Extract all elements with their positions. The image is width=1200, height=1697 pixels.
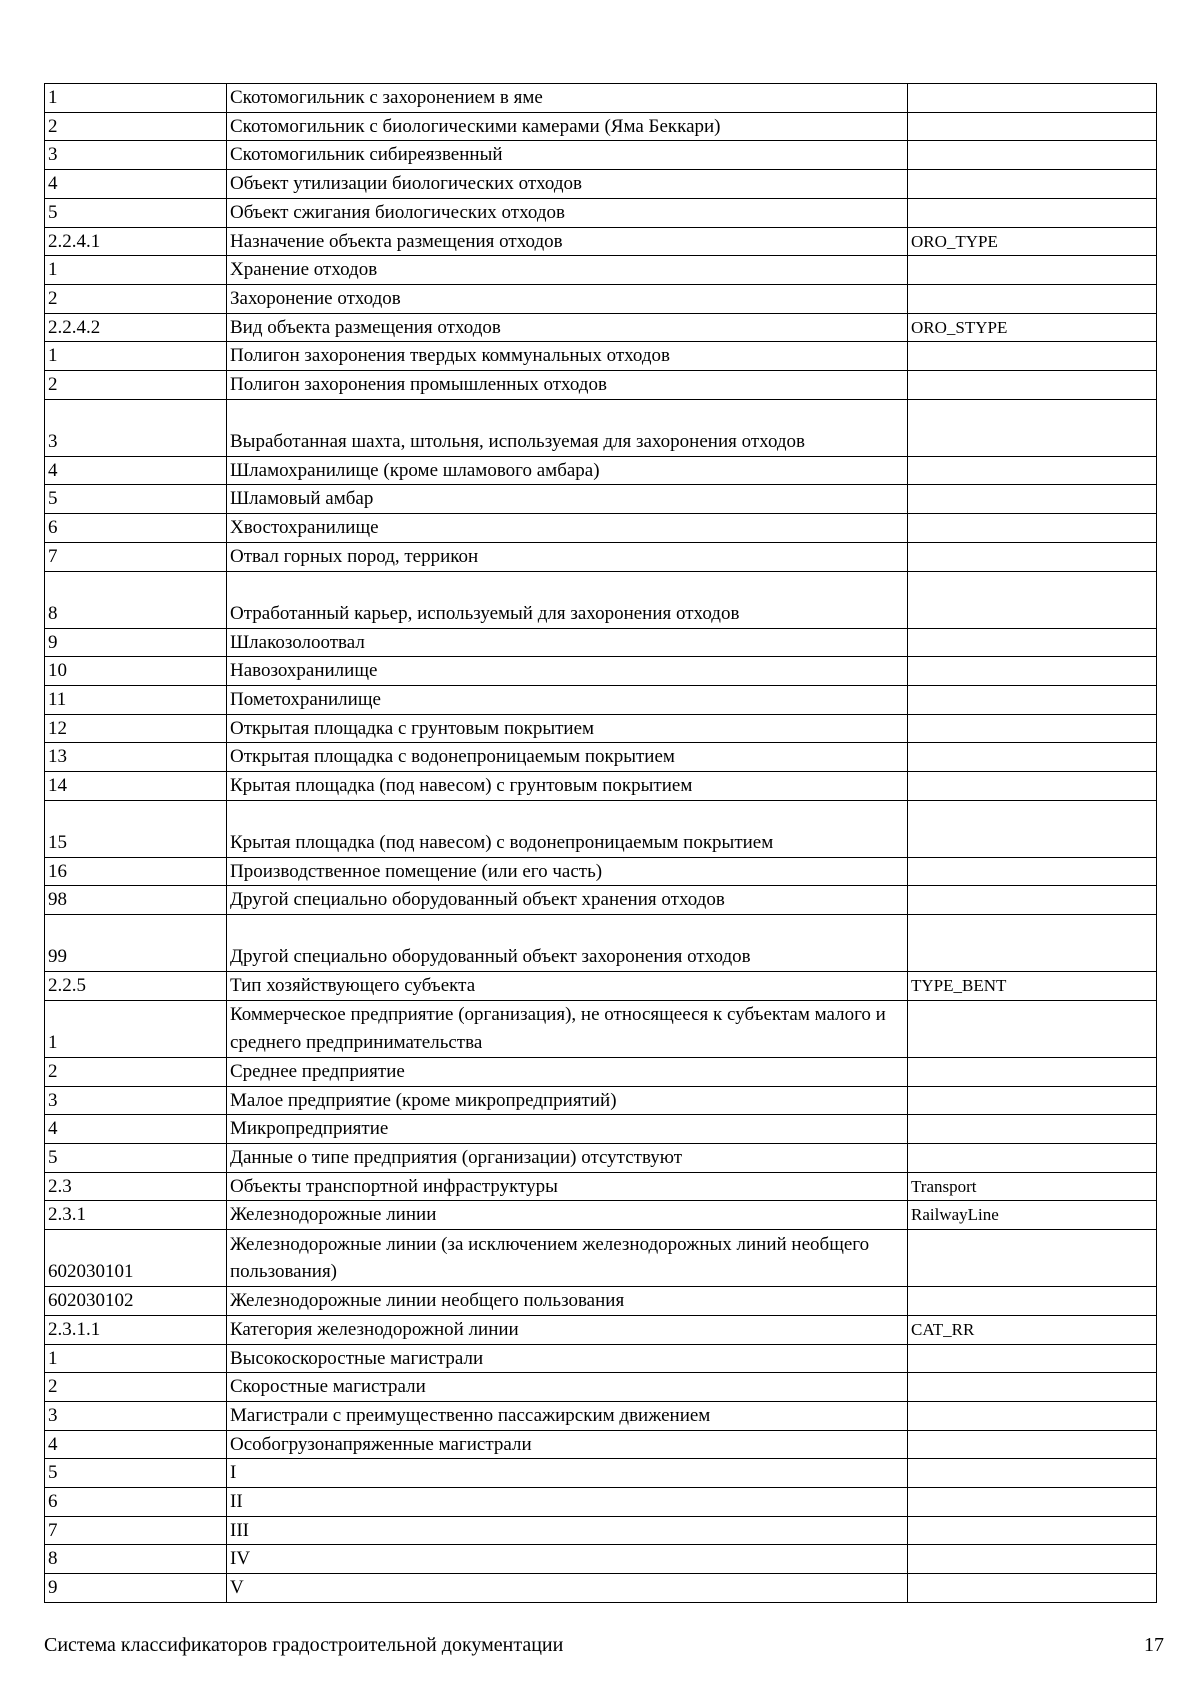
code-cell: 2 bbox=[45, 1057, 227, 1086]
name-cell: Полигон захоронения промышленных отходов bbox=[227, 371, 908, 400]
code-cell: 8 bbox=[45, 571, 227, 628]
code-cell: 16 bbox=[45, 857, 227, 886]
table-row bbox=[45, 915, 1157, 972]
code-cell: 2 bbox=[45, 112, 227, 141]
code-cell: 1 bbox=[45, 342, 227, 371]
name-cell: Другой специально оборудованный объект хранения отходов bbox=[227, 886, 908, 915]
name-cell: Микропредприятие bbox=[227, 1115, 908, 1144]
attribute-cell bbox=[908, 112, 1157, 141]
code-cell: 5 bbox=[45, 1459, 227, 1488]
name-cell: Объекты транспортной инфраструктуры bbox=[227, 1172, 908, 1201]
attribute-cell bbox=[908, 1488, 1157, 1517]
name-cell: Полигон захоронения твердых коммунальных отходов bbox=[227, 342, 908, 371]
name-cell: Скотомогильник с биологическими камерами (Яма Беккари) bbox=[227, 112, 908, 141]
name-cell: Хранение отходов bbox=[227, 256, 908, 285]
code-cell: 99 bbox=[45, 915, 227, 972]
name-cell: Захоронение отходов bbox=[227, 284, 908, 313]
name-cell: Шламовый амбар bbox=[227, 485, 908, 514]
table-row bbox=[45, 542, 1157, 571]
code-cell: 1 bbox=[45, 1344, 227, 1373]
code-cell: 98 bbox=[45, 886, 227, 915]
table-row bbox=[45, 456, 1157, 485]
name-cell: IV bbox=[227, 1545, 908, 1574]
code-cell: 7 bbox=[45, 542, 227, 571]
attribute-cell bbox=[908, 170, 1157, 199]
table-row bbox=[45, 743, 1157, 772]
attribute-cell bbox=[908, 714, 1157, 743]
code-cell: 2.2.4.2 bbox=[45, 313, 227, 342]
table-row bbox=[45, 972, 1157, 1001]
name-cell: Среднее предприятие bbox=[227, 1057, 908, 1086]
name-cell: Открытая площадка с грунтовым покрытием bbox=[227, 714, 908, 743]
name-cell: Назначение объекта размещения отходов bbox=[227, 227, 908, 256]
table-row bbox=[45, 1315, 1157, 1344]
name-cell: Шламохранилище (кроме шламового амбара) bbox=[227, 456, 908, 485]
table-row bbox=[45, 714, 1157, 743]
attribute-cell bbox=[908, 1057, 1157, 1086]
name-cell: Отвал горных пород, террикон bbox=[227, 542, 908, 571]
name-cell: Высокоскоростные магистрали bbox=[227, 1344, 908, 1373]
attribute-cell bbox=[908, 1287, 1157, 1316]
attribute-cell bbox=[908, 256, 1157, 285]
attribute-cell bbox=[908, 571, 1157, 628]
table-row bbox=[45, 112, 1157, 141]
table-row bbox=[45, 256, 1157, 285]
table-row bbox=[45, 1488, 1157, 1517]
name-cell: Навозохранилище bbox=[227, 657, 908, 686]
name-cell: Железнодорожные линии (за исключением железнодорожных линий необщего пользования) bbox=[227, 1230, 908, 1287]
code-cell: 4 bbox=[45, 170, 227, 199]
code-cell: 3 bbox=[45, 141, 227, 170]
attribute-cell bbox=[908, 886, 1157, 915]
code-cell: 2 bbox=[45, 371, 227, 400]
attribute-cell bbox=[908, 371, 1157, 400]
name-cell: Данные о типе предприятия (организации) отсутствуют bbox=[227, 1143, 908, 1172]
code-cell: 602030102 bbox=[45, 1287, 227, 1316]
code-cell: 2 bbox=[45, 1373, 227, 1402]
code-cell: 5 bbox=[45, 1143, 227, 1172]
table-row bbox=[45, 628, 1157, 657]
table-row bbox=[45, 485, 1157, 514]
attribute-cell bbox=[908, 915, 1157, 972]
code-cell: 8 bbox=[45, 1545, 227, 1574]
name-cell: Объект утилизации биологических отходов bbox=[227, 170, 908, 199]
table-row bbox=[45, 399, 1157, 456]
code-cell: 2.3 bbox=[45, 1172, 227, 1201]
code-cell: 11 bbox=[45, 685, 227, 714]
name-cell: Категория железнодорожной линии bbox=[227, 1315, 908, 1344]
attribute-cell bbox=[908, 542, 1157, 571]
table-row bbox=[45, 1373, 1157, 1402]
attribute-cell: ORO_STYPE bbox=[908, 313, 1157, 342]
table-row bbox=[45, 1115, 1157, 1144]
name-cell: Другой специально оборудованный объект захоронения отходов bbox=[227, 915, 908, 972]
code-cell: 6 bbox=[45, 1488, 227, 1517]
name-cell: Открытая площадка с водонепроницаемым покрытием bbox=[227, 743, 908, 772]
attribute-cell bbox=[908, 1516, 1157, 1545]
name-cell: Крытая площадка (под навесом) с грунтовым покрытием bbox=[227, 772, 908, 801]
code-cell: 2.2.5 bbox=[45, 972, 227, 1001]
table-row bbox=[45, 84, 1157, 113]
attribute-cell bbox=[908, 485, 1157, 514]
attribute-cell bbox=[908, 685, 1157, 714]
code-cell: 2.2.4.1 bbox=[45, 227, 227, 256]
table-row bbox=[45, 1287, 1157, 1316]
table-row bbox=[45, 1086, 1157, 1115]
attribute-cell bbox=[908, 857, 1157, 886]
name-cell: V bbox=[227, 1574, 908, 1603]
attribute-cell bbox=[908, 1574, 1157, 1603]
code-cell: 2 bbox=[45, 284, 227, 313]
code-cell: 4 bbox=[45, 1115, 227, 1144]
attribute-cell: ORO_TYPE bbox=[908, 227, 1157, 256]
attribute-cell: RailwayLine bbox=[908, 1201, 1157, 1230]
attribute-cell bbox=[908, 1086, 1157, 1115]
code-cell: 6 bbox=[45, 514, 227, 543]
table-row bbox=[45, 227, 1157, 256]
table-row bbox=[45, 657, 1157, 686]
name-cell: Выработанная шахта, штольня, используемая для захоронения отходов bbox=[227, 399, 908, 456]
attribute-cell bbox=[908, 800, 1157, 857]
table-row bbox=[45, 1344, 1157, 1373]
table-row bbox=[45, 170, 1157, 199]
attribute-cell bbox=[908, 1344, 1157, 1373]
attribute-cell bbox=[908, 1373, 1157, 1402]
attribute-cell bbox=[908, 772, 1157, 801]
code-cell: 10 bbox=[45, 657, 227, 686]
table-row bbox=[45, 198, 1157, 227]
table-row bbox=[45, 514, 1157, 543]
name-cell: I bbox=[227, 1459, 908, 1488]
table-row bbox=[45, 1459, 1157, 1488]
classifier-table-body bbox=[45, 84, 1157, 1603]
attribute-cell bbox=[908, 84, 1157, 113]
table-row bbox=[45, 1230, 1157, 1287]
attribute-cell bbox=[908, 399, 1157, 456]
table-row bbox=[45, 313, 1157, 342]
name-cell: Хвостохранилище bbox=[227, 514, 908, 543]
code-cell: 3 bbox=[45, 1401, 227, 1430]
table-row bbox=[45, 1143, 1157, 1172]
name-cell: Пометохранилище bbox=[227, 685, 908, 714]
table-row bbox=[45, 1000, 1157, 1057]
table-row bbox=[45, 1401, 1157, 1430]
code-cell: 15 bbox=[45, 800, 227, 857]
name-cell: Особогрузонапряженные магистрали bbox=[227, 1430, 908, 1459]
code-cell: 4 bbox=[45, 456, 227, 485]
footer-document-title: Система классификаторов градостроительной документации bbox=[44, 1634, 564, 1656]
code-cell: 1 bbox=[45, 84, 227, 113]
code-cell: 5 bbox=[45, 485, 227, 514]
attribute-cell bbox=[908, 1545, 1157, 1574]
classifier-table bbox=[44, 83, 1157, 1603]
table-row bbox=[45, 371, 1157, 400]
name-cell: Тип хозяйствующего субъекта bbox=[227, 972, 908, 1001]
name-cell: Отработанный карьер, используемый для захоронения отходов bbox=[227, 571, 908, 628]
table-row bbox=[45, 800, 1157, 857]
code-cell: 1 bbox=[45, 1000, 227, 1057]
table-row bbox=[45, 1516, 1157, 1545]
attribute-cell bbox=[908, 1401, 1157, 1430]
name-cell: Железнодорожные линии bbox=[227, 1201, 908, 1230]
code-cell: 13 bbox=[45, 743, 227, 772]
table-row bbox=[45, 857, 1157, 886]
code-cell: 2.3.1 bbox=[45, 1201, 227, 1230]
table-row bbox=[45, 1057, 1157, 1086]
table-row bbox=[45, 685, 1157, 714]
attribute-cell bbox=[908, 141, 1157, 170]
name-cell: II bbox=[227, 1488, 908, 1517]
table-row bbox=[45, 1201, 1157, 1230]
table-row bbox=[45, 1172, 1157, 1201]
code-cell: 14 bbox=[45, 772, 227, 801]
code-cell: 3 bbox=[45, 1086, 227, 1115]
table-row bbox=[45, 342, 1157, 371]
name-cell: Крытая площадка (под навесом) с водонепроницаемым покрытием bbox=[227, 800, 908, 857]
attribute-cell bbox=[908, 456, 1157, 485]
name-cell: Производственное помещение (или его часть) bbox=[227, 857, 908, 886]
table-row bbox=[45, 1430, 1157, 1459]
name-cell: Коммерческое предприятие (организация), не относящееся к субъектам малого и среднего предпринимательства bbox=[227, 1000, 908, 1057]
code-cell: 12 bbox=[45, 714, 227, 743]
attribute-cell bbox=[908, 1230, 1157, 1287]
name-cell: Скотомогильник с захоронением в яме bbox=[227, 84, 908, 113]
attribute-cell bbox=[908, 198, 1157, 227]
table-row bbox=[45, 1574, 1157, 1603]
name-cell: Скотомогильник сибиреязвенный bbox=[227, 141, 908, 170]
name-cell: Магистрали с преимущественно пассажирским движением bbox=[227, 1401, 908, 1430]
code-cell: 7 bbox=[45, 1516, 227, 1545]
table-row bbox=[45, 886, 1157, 915]
code-cell: 4 bbox=[45, 1430, 227, 1459]
table-row bbox=[45, 1545, 1157, 1574]
attribute-cell bbox=[908, 342, 1157, 371]
attribute-cell bbox=[908, 1000, 1157, 1057]
footer-page-number: 17 bbox=[1144, 1634, 1164, 1656]
attribute-cell bbox=[908, 1459, 1157, 1488]
name-cell: Малое предприятие (кроме микропредприятий) bbox=[227, 1086, 908, 1115]
attribute-cell bbox=[908, 657, 1157, 686]
name-cell: III bbox=[227, 1516, 908, 1545]
attribute-cell bbox=[908, 284, 1157, 313]
attribute-cell bbox=[908, 1430, 1157, 1459]
code-cell: 1 bbox=[45, 256, 227, 285]
attribute-cell bbox=[908, 743, 1157, 772]
attribute-cell bbox=[908, 1115, 1157, 1144]
attribute-cell: CAT_RR bbox=[908, 1315, 1157, 1344]
name-cell: Скоростные магистрали bbox=[227, 1373, 908, 1402]
name-cell: Шлакозолоотвал bbox=[227, 628, 908, 657]
attribute-cell: TYPE_BENT bbox=[908, 972, 1157, 1001]
name-cell: Вид объекта размещения отходов bbox=[227, 313, 908, 342]
code-cell: 9 bbox=[45, 1574, 227, 1603]
attribute-cell: Transport bbox=[908, 1172, 1157, 1201]
attribute-cell bbox=[908, 514, 1157, 543]
table-row bbox=[45, 772, 1157, 801]
code-cell: 3 bbox=[45, 399, 227, 456]
name-cell: Объект сжигания биологических отходов bbox=[227, 198, 908, 227]
code-cell: 602030101 bbox=[45, 1230, 227, 1287]
attribute-cell bbox=[908, 628, 1157, 657]
name-cell: Железнодорожные линии необщего пользования bbox=[227, 1287, 908, 1316]
code-cell: 2.3.1.1 bbox=[45, 1315, 227, 1344]
code-cell: 5 bbox=[45, 198, 227, 227]
table-row bbox=[45, 141, 1157, 170]
code-cell: 9 bbox=[45, 628, 227, 657]
table-row bbox=[45, 284, 1157, 313]
attribute-cell bbox=[908, 1143, 1157, 1172]
table-row bbox=[45, 571, 1157, 628]
